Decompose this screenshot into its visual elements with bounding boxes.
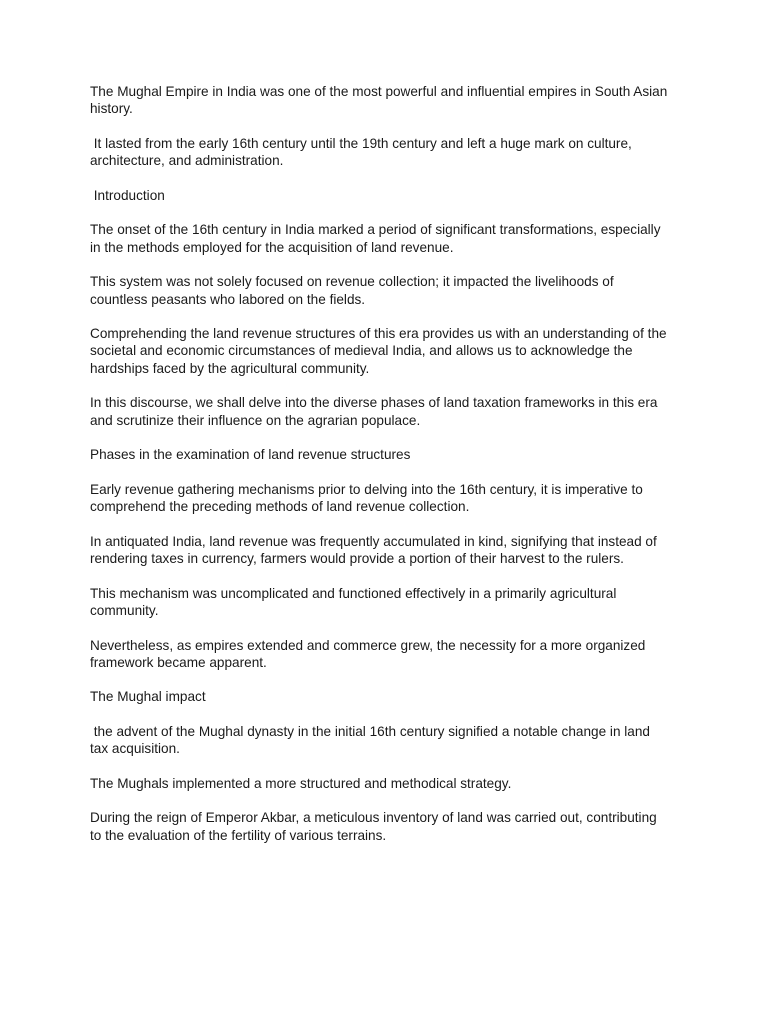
heading-introduction: Introduction <box>90 187 165 203</box>
paragraph-antiquated-india: In antiquated India, land revenue was frequently accumulated in kind, signifying that instead of rendering taxes in currency, farmers would provide a portion of their harvest to the rulers. <box>90 533 657 567</box>
paragraph-advent: the advent of the Mughal dynasty in the initial 16th century signified a notable change in land tax acquisition. <box>90 723 650 757</box>
heading-mughal-impact: The Mughal impact <box>90 689 206 705</box>
heading-phases: Phases in the examination of land revenue structures <box>90 447 411 463</box>
paragraph-system: This system was not solely focused on revenue collection; it impacted the livelihoods of countless peasants who labored on the fields. <box>90 274 614 307</box>
paragraph-discourse: In this discourse, we shall delve into the diverse phases of land taxation frameworks in this era and scrutinize their influence on the agrarian populace. <box>90 395 658 428</box>
paragraph-duration: It lasted from the early 16th century until the 19th century and left a huge mark on culture, architecture, and administration. <box>90 135 632 169</box>
paragraph-structured-strategy: The Mughals implemented a more structured and methodical strategy. <box>90 775 512 791</box>
paragraph-intro-empire: The Mughal Empire in India was one of the most powerful and influential empires in South Asian history. <box>90 84 668 117</box>
paragraph-mechanism: This mechanism was uncomplicated and functioned effectively in a primarily agricultural community. <box>90 585 617 618</box>
paragraph-nevertheless: Nevertheless, as empires extended and commerce grew, the necessity for a more organized framework became apparent. <box>90 637 646 670</box>
paragraph-early-mechanisms: Early revenue gathering mechanisms prior to delving into the 16th century, it is imperative to comprehend the preceding methods of land revenue collection. <box>90 481 643 515</box>
paragraph-onset: The onset of the 16th century in India marked a period of significant transformations, especially in the methods employed for the acquisition of land revenue. <box>90 222 661 255</box>
paragraph-akbar: During the reign of Emperor Akbar, a meticulous inventory of land was carried out, contributing to the evaluation of the fertility of various terrains. <box>90 810 657 843</box>
paragraph-comprehending: Comprehending the land revenue structures of this era provides us with an understanding of the societal and economic circumstances of medieval India, and allows us to acknowledge the hardships faced by the agricultural community. <box>90 326 667 376</box>
